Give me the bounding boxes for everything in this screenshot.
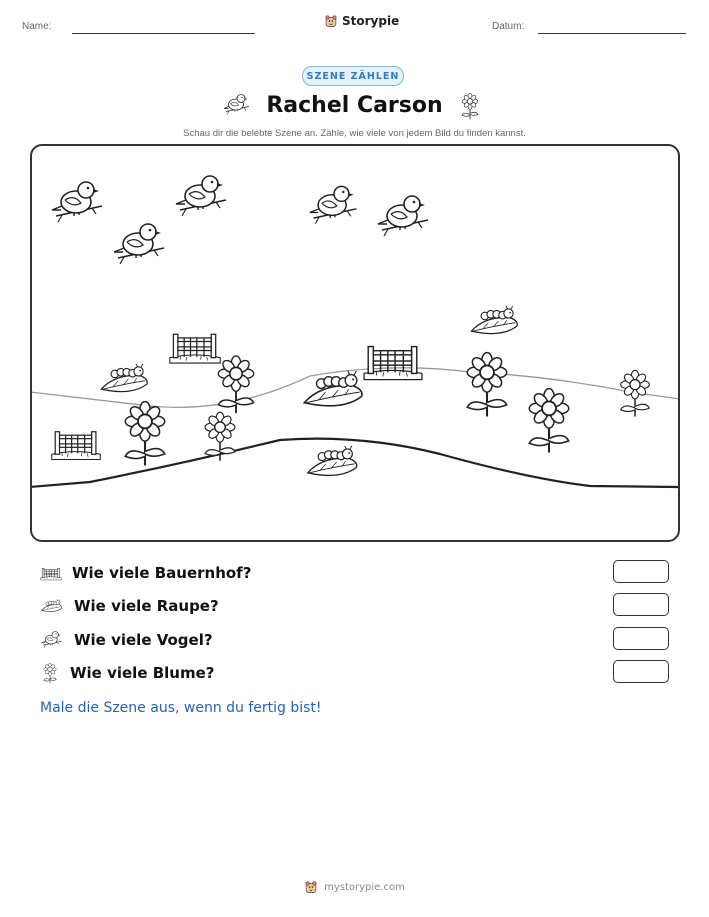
footer xyxy=(0,880,709,894)
bird-3 xyxy=(114,224,164,264)
bird-4 xyxy=(310,186,357,223)
footer-url[interactable]: mystorypie.com xyxy=(324,881,405,893)
question-text: Wie viele Raupe? xyxy=(74,597,219,615)
caterpillar-icon xyxy=(40,597,64,615)
flower-icon xyxy=(40,662,60,684)
brand-name: Storypie xyxy=(342,14,400,28)
bird-5 xyxy=(378,196,428,236)
instructions: Schau dir die belebte Szene an. Zähle, wie viele von jedem Bild du finden kannst. xyxy=(183,128,526,139)
name-field[interactable] xyxy=(72,33,255,34)
date-field[interactable] xyxy=(538,33,686,34)
mascot-icon xyxy=(324,14,338,28)
coloring-note: Male die Szene aus, wenn du fertig bist! xyxy=(40,700,322,716)
question-text: Wie viele Bauernhof? xyxy=(72,564,252,582)
flower-2 xyxy=(125,402,164,466)
caterpillar-4 xyxy=(308,446,357,476)
answer-box-farm[interactable] xyxy=(613,560,669,583)
brand-logo xyxy=(324,14,399,28)
flower-icon xyxy=(458,92,482,120)
counting-scene xyxy=(30,144,680,542)
question-row-caterpillar xyxy=(40,594,219,618)
question-text: Wie viele Vogel? xyxy=(74,631,213,649)
flower-3 xyxy=(205,412,235,460)
question-row-bird xyxy=(40,628,213,652)
fence-1 xyxy=(170,334,220,363)
bird-icon xyxy=(40,630,64,650)
answer-box-flower[interactable] xyxy=(613,660,669,683)
date-label: Datum: xyxy=(492,21,525,32)
question-row-flower xyxy=(40,661,214,685)
bird-1 xyxy=(52,182,102,222)
answer-box-caterpillar[interactable] xyxy=(613,593,669,616)
name-label: Name: xyxy=(22,21,52,32)
caterpillar-1 xyxy=(101,364,147,392)
bird-2 xyxy=(176,176,226,216)
page-title: Rachel Carson xyxy=(266,93,443,118)
flower-6 xyxy=(621,370,650,416)
flower-1 xyxy=(218,356,253,413)
fence-3 xyxy=(52,432,101,460)
answer-box-bird[interactable] xyxy=(613,627,669,650)
mascot-icon xyxy=(304,880,318,894)
flower-5 xyxy=(529,389,568,453)
caterpillar-3 xyxy=(471,306,517,334)
question-row-farm xyxy=(40,561,251,585)
fence-2 xyxy=(364,347,422,380)
flower-4 xyxy=(467,353,506,417)
activity-badge: SZENE ZÄHLEN xyxy=(302,66,404,86)
question-text: Wie viele Blume? xyxy=(70,664,215,682)
fence-icon xyxy=(40,564,62,582)
